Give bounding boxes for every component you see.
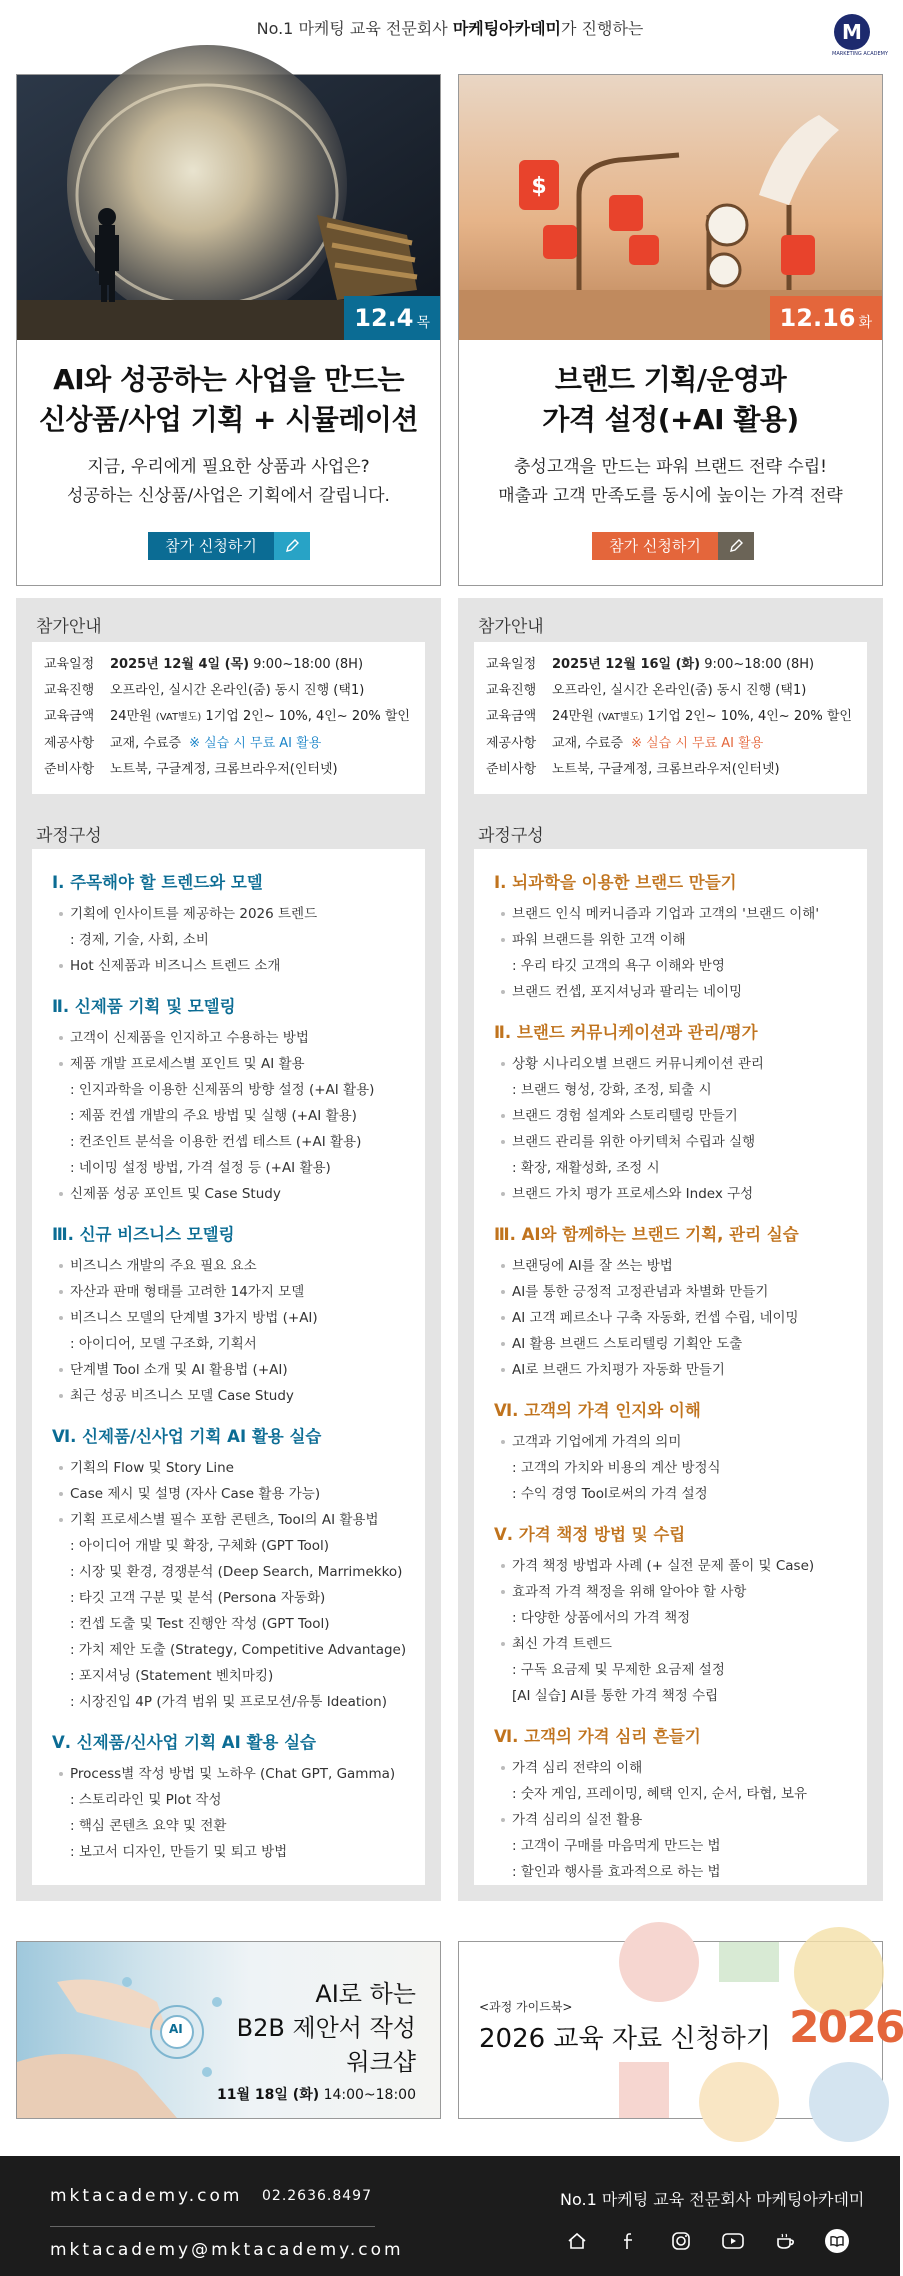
footer-divider bbox=[50, 2226, 375, 2227]
phone-number: 02.2636.8497 bbox=[262, 2188, 372, 2204]
apply-button-label: 참가 신청하기 bbox=[592, 532, 718, 560]
curriculum-section-title: 과정구성 bbox=[478, 826, 544, 846]
module-item: : 숫자 게임, 프레이밍, 혜택 인지, 순서, 타협, 보유 bbox=[512, 1786, 808, 1802]
guidebook-label: <과정 가이드북> bbox=[479, 2000, 573, 2014]
module-item: Process별 작성 방법 및 노하우 (Chat GPT, Gamma) bbox=[52, 1761, 425, 1787]
course-card-brand-pricing bbox=[458, 74, 883, 586]
module-title: Ⅵ. 고객의 가격 인지와 이해 bbox=[494, 1401, 701, 1420]
module-item: : 경제, 기술, 사회, 소비 bbox=[70, 932, 209, 948]
module-item: : 타깃 고객 구분 및 분석 (Persona 자동화) bbox=[70, 1590, 326, 1606]
pencil-icon bbox=[718, 532, 754, 560]
module-title: Ⅲ. AI와 함께하는 브랜드 기획, 관리 실습 bbox=[494, 1225, 799, 1244]
module-item: 브랜드 경험 설계와 스토리텔링 만들기 bbox=[494, 1103, 867, 1129]
module-item: : 아이디어 개발 및 확장, 구체화 (GPT Tool) bbox=[70, 1538, 329, 1554]
course-details-right bbox=[458, 598, 883, 1901]
module-item: : 컨조인트 분석을 이용한 컨셉 테스트 (+AI 활용) bbox=[70, 1134, 362, 1150]
module-item: 고객이 신제품을 인지하고 수용하는 방법 bbox=[52, 1025, 425, 1051]
year-2026-art: 2026 bbox=[789, 2002, 903, 2053]
module-item: 가격 책정 방법과 사례 (+ 실전 문제 풀이 및 Case) bbox=[494, 1553, 867, 1579]
workshop-title: AI로 하는 B2B 제안서 작성 워크샵 bbox=[236, 1980, 416, 2076]
apply-button-label: 참가 신청하기 bbox=[148, 532, 274, 560]
apply-button[interactable] bbox=[148, 532, 310, 560]
curriculum-module bbox=[52, 1729, 425, 1865]
workshop-banner[interactable] bbox=[16, 1941, 441, 2119]
curriculum-box bbox=[32, 849, 425, 1885]
curriculum-module bbox=[52, 1221, 425, 1409]
website-link[interactable]: mktacademy.com bbox=[50, 2186, 243, 2206]
module-item: : 확장, 재활성화, 조정 시 bbox=[512, 1160, 660, 1176]
apply-button[interactable] bbox=[592, 532, 754, 560]
module-title: Ⅵ. 고객의 가격 심리 흔들기 bbox=[494, 1727, 701, 1746]
module-item: 최근 성공 비즈니스 모델 Case Study bbox=[52, 1383, 425, 1409]
info-box bbox=[32, 642, 425, 794]
course-card-new-product bbox=[16, 74, 441, 586]
module-item: AI 활용 브랜드 스토리텔링 기획안 도출 bbox=[494, 1331, 867, 1357]
course-description: 지금, 우리에게 필요한 상품과 사업은? 성공하는 신상품/사업은 기획에서 갈립니다. bbox=[67, 457, 390, 506]
info-row-schedule: 교육일정 2025년 12월 4일 (목) 9:00~18:00 (8H) bbox=[44, 657, 364, 672]
footer-brand: No.1 마케팅 교육 전문회사 마케팅아카데미 bbox=[560, 2190, 865, 2209]
module-item: AI로 브랜드 가치평가 자동화 만들기 bbox=[494, 1357, 867, 1383]
info-row-price: 교육금액 24만원 (VAT별도) 1기업 2인~ 10%, 4인~ 20% 할인 bbox=[486, 709, 852, 724]
module-item: : 시장진입 4P (가격 범위 및 프로모션/유통 Ideation) bbox=[70, 1694, 388, 1710]
svg-text:$: $ bbox=[531, 174, 547, 199]
module-title: Ⅱ. 신제품 기획 및 모델링 bbox=[52, 997, 236, 1016]
ai-label: AI bbox=[169, 2022, 183, 2036]
marketing-academy-logo[interactable] bbox=[832, 14, 889, 60]
curriculum-module bbox=[494, 1397, 867, 1507]
module-item: : 구독 요금제 및 무제한 요금제 설정 bbox=[512, 1662, 725, 1678]
guidebook-title: 2026 교육 자료 신청하기 bbox=[479, 2024, 771, 2054]
info-row-price: 교육금액 24만원 (VAT별도) 1기업 2인~ 10%, 4인~ 20% 할인 bbox=[44, 709, 410, 724]
module-item: 비즈니스 모델의 단계별 3가지 방법 (+AI) bbox=[52, 1305, 425, 1331]
module-item: : 고객이 구매를 마음먹게 만드는 법 bbox=[512, 1838, 721, 1854]
info-section-title: 참가안내 bbox=[478, 617, 544, 637]
course-title: AI와 성공하는 사업을 만드는 신상품/사업 기획 + 시뮬레이션 bbox=[38, 363, 418, 436]
curriculum-module bbox=[494, 1221, 867, 1383]
youtube-icon[interactable] bbox=[716, 2224, 750, 2258]
module-item: 기획에 인사이트를 제공하는 2026 트렌드 bbox=[52, 901, 425, 927]
info-row-format: 교육진행 오프라인, 실시간 온라인(줌) 동시 진행 (택1) bbox=[44, 683, 365, 698]
module-item: : 수익 경영 Tool로써의 가격 설정 bbox=[512, 1486, 708, 1502]
module-item: : 제품 컨셉 개발의 주요 방법 및 실행 (+AI 활용) bbox=[70, 1108, 357, 1124]
module-item: : 아이디어, 모델 구조화, 기획서 bbox=[70, 1336, 257, 1352]
social-links bbox=[560, 2224, 854, 2258]
info-row-provided: 제공사항 교재, 수료증 ※ 실습 시 무료 AI 활용 bbox=[44, 736, 322, 751]
email-link[interactable]: mktacademy@mktacademy.com bbox=[50, 2240, 404, 2260]
curriculum-module bbox=[52, 1423, 425, 1715]
blog-icon[interactable] bbox=[820, 2224, 854, 2258]
module-item: AI를 통한 긍정적 고정관념과 차별화 만들기 bbox=[494, 1279, 867, 1305]
home-icon[interactable] bbox=[560, 2224, 594, 2258]
module-title: Ⅴ. 가격 책정 방법 및 수립 bbox=[494, 1525, 686, 1544]
guidebook-banner[interactable] bbox=[458, 1941, 903, 2119]
info-row-preparation: 준비사항 노트북, 구글계정, 크롬브라우저(인터넷) bbox=[44, 762, 338, 777]
module-item: : 스토리라인 및 Plot 작성 bbox=[70, 1792, 222, 1808]
logo-mark: M bbox=[834, 14, 870, 50]
module-item: 파워 브랜드를 위한 고객 이해 bbox=[494, 927, 867, 953]
module-title: Ⅵ. 신제품/신사업 기획 AI 활용 실습 bbox=[52, 1427, 322, 1446]
module-item: 브랜드 관리를 위한 아키텍처 수립과 실행 bbox=[494, 1129, 867, 1155]
module-item: AI 고객 페르소나 구축 자동화, 컨셉 수립, 네이밍 bbox=[494, 1305, 867, 1331]
footer bbox=[0, 2156, 900, 2276]
header-tagline: No.1 마케팅 교육 전문회사 마케팅아카데미가 진행하는 bbox=[256, 19, 644, 38]
module-item: 가격 심리 전략의 이해 bbox=[494, 1755, 867, 1781]
module-title: Ⅱ. 브랜드 커뮤니케이션과 관리/평가 bbox=[494, 1023, 758, 1042]
curriculum-module bbox=[52, 993, 425, 1207]
curriculum-module bbox=[494, 1723, 867, 1885]
curriculum-module bbox=[494, 1019, 867, 1207]
cafe-icon[interactable] bbox=[768, 2224, 802, 2258]
module-item: 비즈니스 개발의 주요 필요 요소 bbox=[52, 1253, 425, 1279]
module-item: 브랜드 컨셉, 포지셔닝과 팔리는 네이밍 bbox=[494, 979, 867, 1005]
module-item: 고객과 기업에게 가격의 의미 bbox=[494, 1429, 867, 1455]
module-item: 제품 개발 프로세스별 포인트 및 AI 활용 bbox=[52, 1051, 425, 1077]
module-item: 상황 시나리오별 브랜드 커뮤니케이션 관리 bbox=[494, 1051, 867, 1077]
info-row-provided: 제공사항 교재, 수료증 ※ 실습 시 무료 AI 활용 bbox=[486, 736, 764, 751]
module-item: Hot 신제품과 비즈니스 트렌드 소개 bbox=[52, 953, 425, 979]
module-item: : 핵심 콘텐츠 요약 및 전환 bbox=[70, 1818, 227, 1834]
course-details-left bbox=[16, 598, 441, 1901]
module-item: : 브랜드 형성, 강화, 조정, 퇴출 시 bbox=[512, 1082, 712, 1098]
module-item: : 인지과학을 이용한 신제품의 방향 설정 (+AI 활용) bbox=[70, 1082, 375, 1098]
curriculum-module bbox=[52, 869, 425, 979]
module-item: [AI 실습] AI를 통한 가격 책정 수립 bbox=[512, 1688, 719, 1704]
info-box bbox=[474, 642, 867, 794]
course-date-badge: 12.16 화 bbox=[770, 296, 882, 340]
info-row-format: 교육진행 오프라인, 실시간 온라인(줌) 동시 진행 (택1) bbox=[486, 683, 807, 698]
module-item: 기획 프로세스별 필수 포함 콘텐츠, Tool의 AI 활용법 bbox=[52, 1507, 425, 1533]
module-item: 브랜딩에 AI를 잘 쓰는 방법 bbox=[494, 1253, 867, 1279]
curriculum-module bbox=[494, 869, 867, 1005]
module-item: : 가치 제안 도출 (Strategy, Competitive Advantage) bbox=[70, 1642, 407, 1658]
module-item: : 시장 및 환경, 경쟁분석 (Deep Search, Marrimekko) bbox=[70, 1564, 403, 1580]
curriculum-section-title: 과정구성 bbox=[36, 826, 102, 846]
module-title: Ⅰ. 주목해야 할 트렌드와 모델 bbox=[52, 873, 263, 892]
price-tags-hero-image bbox=[459, 75, 882, 340]
module-item: : 컨셉 도출 및 Test 진행안 작성 (GPT Tool) bbox=[70, 1616, 330, 1632]
module-title: Ⅲ. 신규 비즈니스 모델링 bbox=[52, 1225, 235, 1244]
curriculum-module bbox=[494, 1521, 867, 1709]
facebook-icon[interactable] bbox=[612, 2224, 646, 2258]
module-item: 효과적 가격 책정을 위해 알아야 할 사항 bbox=[494, 1579, 867, 1605]
hands-ai-illustration bbox=[17, 1942, 237, 2118]
module-title: Ⅴ. 신제품/신사업 기획 AI 활용 실습 bbox=[52, 1733, 316, 1752]
logo-text: MARKETING ACADEMY bbox=[832, 51, 889, 57]
module-item: : 다양한 상품에서의 가격 책정 bbox=[512, 1610, 691, 1626]
workshop-datetime: 11월 18일 (화) 14:00~18:00 bbox=[217, 2087, 416, 2103]
course-title: 브랜드 기획/운영과 가격 설정(+AI 활용) bbox=[542, 363, 799, 436]
info-section-title: 참가안내 bbox=[36, 617, 102, 637]
module-item: 최신 가격 트렌드 bbox=[494, 1631, 867, 1657]
info-row-schedule: 교육일정 2025년 12월 16일 (화) 9:00~18:00 (8H) bbox=[486, 657, 815, 672]
module-item: Case 제시 및 설명 (자사 Case 활용 가능) bbox=[52, 1481, 425, 1507]
info-row-preparation: 준비사항 노트북, 구글계정, 크롬브라우저(인터넷) bbox=[486, 762, 780, 777]
module-item: : 포지셔닝 (Statement 벤치마킹) bbox=[70, 1668, 274, 1684]
course-date-badge: 12.4 목 bbox=[344, 296, 440, 340]
pencil-icon bbox=[274, 532, 310, 560]
module-item: : 우리 타깃 고객의 욕구 이해와 반영 bbox=[512, 958, 725, 974]
module-item: 신제품 성공 포인트 및 Case Study bbox=[52, 1181, 425, 1207]
module-item: : 할인과 행사를 효과적으로 하는 법 bbox=[512, 1864, 721, 1880]
module-item: 가격 심리의 실전 활용 bbox=[494, 1807, 867, 1833]
module-item: 단계별 Tool 소개 및 AI 활용법 (+AI) bbox=[52, 1357, 425, 1383]
module-item: 기획의 Flow 및 Story Line bbox=[52, 1455, 425, 1481]
module-title: Ⅰ. 뇌과학을 이용한 브랜드 만들기 bbox=[494, 873, 737, 892]
lightbulb-hero-image bbox=[17, 75, 440, 340]
instagram-icon[interactable] bbox=[664, 2224, 698, 2258]
module-item: 브랜드 가치 평가 프로세스와 Index 구성 bbox=[494, 1181, 867, 1207]
header bbox=[0, 0, 900, 58]
module-item: 자산과 판매 형태를 고려한 14가지 모델 bbox=[52, 1279, 425, 1305]
module-item: : 고객의 가치와 비용의 계산 방정식 bbox=[512, 1460, 721, 1476]
curriculum-box bbox=[474, 849, 867, 1885]
module-item: : 네이밍 설정 방법, 가격 설정 등 (+AI 활용) bbox=[70, 1160, 331, 1176]
course-description: 충성고객을 만드는 파워 브랜드 전략 수립! 매출과 고객 만족도를 동시에 높이는 가격 전략 bbox=[498, 457, 843, 506]
module-item: 브랜드 인식 메커니즘과 기업과 고객의 '브랜드 이해' bbox=[494, 901, 867, 927]
module-item: : 보고서 디자인, 만들기 및 퇴고 방법 bbox=[70, 1844, 288, 1860]
